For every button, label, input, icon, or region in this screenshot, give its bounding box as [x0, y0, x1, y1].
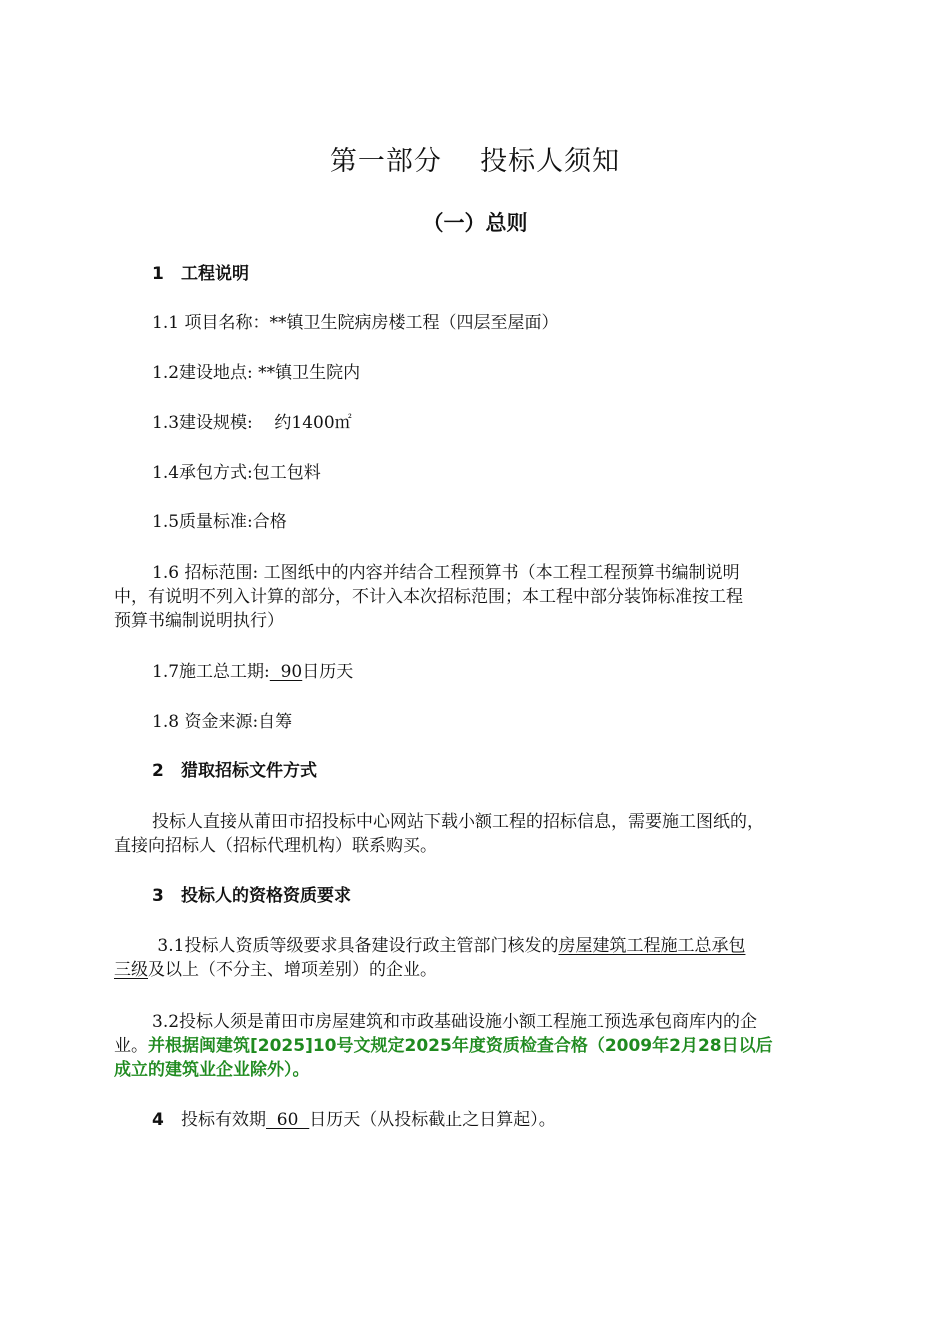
item-1-6-line-1: 1.6 招标范围: 工图纸中的内容并结合工程预算书（本工程工程预算书编制说明: [152, 563, 740, 583]
item-1-8: 1.8 资金来源:自筹: [152, 712, 293, 732]
section-4-value: 60: [266, 1110, 310, 1130]
item-3-2-text: 业。: [114, 1036, 148, 1056]
item-3-2-highlight: 并根据闽建筑[2025]10号文规定2025年度资质检查合格（2009年2月28日以后: [148, 1036, 773, 1056]
item-1-7: [114, 660, 876, 685]
item-1-3: 1.3建设规模: 约1400㎡: [152, 413, 352, 433]
item-1-6-line-2: 中，有说明不列入计算的部分，不计入本次招标范围；本工程中部分装饰标准按工程: [114, 587, 743, 607]
section-4-number: 4: [152, 1110, 164, 1130]
item-1-6-line-3: 预算书编制说明执行）: [114, 611, 284, 631]
item-1-2: 1.2建设地点: **镇卫生院内: [152, 363, 361, 383]
item-1-5: 1.5质量标准:合格: [152, 512, 287, 532]
section-1-number: 1: [152, 264, 164, 284]
item-3-1-text: 3.1投标人资质等级要求具备建设行政主管部门核发的: [152, 936, 559, 956]
section-2-para-line-2: 直接向招标人（招标代理机构）联系购买。: [114, 836, 437, 856]
section-3-title: 投标人的资格资质要求: [181, 886, 351, 906]
item-3-2-line-1: 3.2投标人须是莆田市房屋建筑和市政基础设施小额工程施工预选承包商库内的企: [152, 1012, 758, 1032]
section-3-number: 3: [152, 886, 164, 906]
section-2-number: 2: [152, 761, 164, 781]
section-3-heading: [114, 884, 876, 909]
section-2-heading: [114, 759, 876, 784]
section-1-title: 工程说明: [181, 264, 249, 284]
section-4-rest: 日历天（从投标截止之日算起）。: [309, 1110, 556, 1130]
item-3-1-line-2: [114, 958, 838, 983]
section-subtitle: （一）总则: [422, 211, 528, 235]
item-1-7-label: 1.7施工总工期:: [152, 662, 270, 682]
section-2-title: 猎取招标文件方式: [181, 761, 317, 781]
item-3-1-rest: 及以上（不分主、增项差别）的企业。: [148, 960, 437, 980]
item-1-1: 1.1 项目名称：**镇卫生院病房楼工程（四层至屋面）: [152, 313, 559, 333]
section-4-text: 投标有效期: [181, 1110, 266, 1130]
section-2-para-line-1: 投标人直接从莆田市招投标中心网站下载小额工程的招标信息，需要施工图纸的，: [152, 812, 764, 832]
item-1-7-unit: 日历天: [302, 662, 354, 682]
item-1-4: 1.4承包方式:包工包料: [152, 463, 321, 483]
item-3-1-qualification: 房屋建筑工程施工总承包: [558, 936, 746, 956]
section-1-heading: [114, 262, 876, 287]
item-1-7-value: 90: [269, 662, 303, 682]
item-3-1-grade: 三级: [114, 960, 148, 980]
part-title: 第一部分 投标人须知: [329, 146, 621, 177]
section-4-line: [114, 1108, 876, 1133]
item-3-2-line-2: [114, 1034, 838, 1059]
item-3-2-line-3: 成立的建筑业企业除外）。: [114, 1060, 310, 1080]
item-3-1-line-1: [114, 934, 876, 959]
